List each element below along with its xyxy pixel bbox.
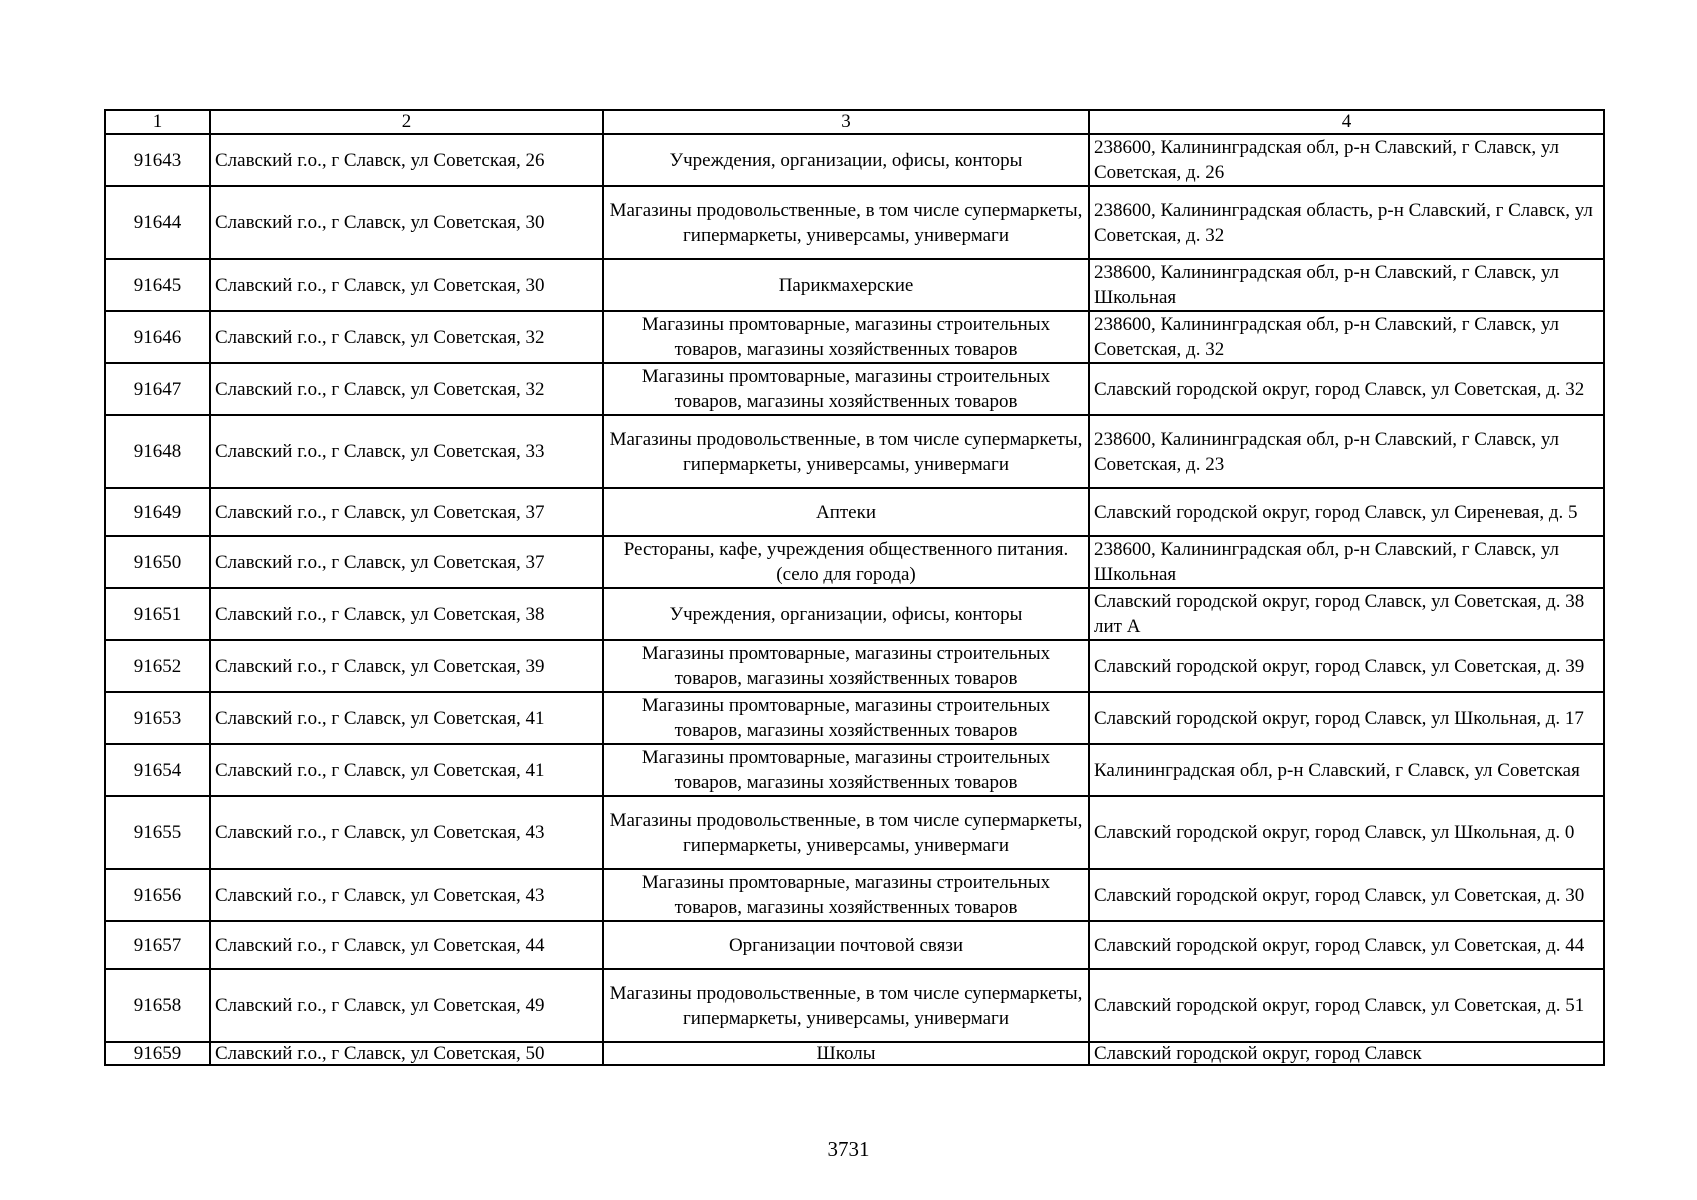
row-address: 238600, Калининградская обл, р-н Славский, г Славск, ул Советская, д. 26 xyxy=(1089,134,1604,186)
row-category: Магазины продовольственные, в том числе супермаркеты, гипермаркеты, универсамы, универмаги xyxy=(603,186,1089,259)
table-row xyxy=(105,415,1604,488)
row-id: 91650 xyxy=(105,536,210,588)
row-object: Славский г.о., г Славск, ул Советская, 43 xyxy=(210,869,603,921)
row-object: Славский г.о., г Славск, ул Советская, 33 xyxy=(210,415,603,488)
row-category: Магазины промтоварные, магазины строительных товаров, магазины хозяйственных товаров xyxy=(603,692,1089,744)
row-category: Учреждения, организации, офисы, конторы xyxy=(603,134,1089,186)
table-row xyxy=(105,969,1604,1042)
table-row xyxy=(105,536,1604,588)
row-id: 91658 xyxy=(105,969,210,1042)
registry-table xyxy=(104,109,1605,1066)
row-object: Славский г.о., г Славск, ул Советская, 44 xyxy=(210,921,603,969)
row-object: Славский г.о., г Славск, ул Советская, 37 xyxy=(210,488,603,536)
row-id: 91651 xyxy=(105,588,210,640)
row-id: 91649 xyxy=(105,488,210,536)
row-category: Магазины промтоварные, магазины строительных товаров, магазины хозяйственных товаров xyxy=(603,363,1089,415)
row-id: 91652 xyxy=(105,640,210,692)
row-object: Славский г.о., г Славск, ул Советская, 41 xyxy=(210,744,603,796)
row-id: 91647 xyxy=(105,363,210,415)
table-row xyxy=(105,640,1604,692)
table-row xyxy=(105,744,1604,796)
table-row xyxy=(105,311,1604,363)
row-object: Славский г.о., г Славск, ул Советская, 32 xyxy=(210,363,603,415)
row-id: 91653 xyxy=(105,692,210,744)
column-header-3: 3 xyxy=(603,110,1089,134)
header-row xyxy=(105,110,1604,134)
row-object: Славский г.о., г Славск, ул Советская, 41 xyxy=(210,692,603,744)
row-object: Славский г.о., г Славск, ул Советская, 26 xyxy=(210,134,603,186)
row-address: Славский городской округ, город Славск, ул Школьная, д. 17 xyxy=(1089,692,1604,744)
row-address: 238600, Калининградская область, р-н Славский, г Славск, ул Советская, д. 32 xyxy=(1089,186,1604,259)
row-address: Славский городской округ, город Славск, ул Советская, д. 44 xyxy=(1089,921,1604,969)
row-category: Магазины продовольственные, в том числе супермаркеты, гипермаркеты, универсамы, универмаги xyxy=(603,796,1089,869)
column-header-4: 4 xyxy=(1089,110,1604,134)
row-category: Учреждения, организации, офисы, конторы xyxy=(603,588,1089,640)
column-header-2: 2 xyxy=(210,110,603,134)
row-address: Славский городской округ, город Славск, ул Советская, д. 39 xyxy=(1089,640,1604,692)
table-row xyxy=(105,363,1604,415)
row-id: 91645 xyxy=(105,259,210,311)
row-address: Славский городской округ, город Славск, ул Советская, д. 32 xyxy=(1089,363,1604,415)
table-row xyxy=(105,692,1604,744)
row-object: Славский г.о., г Славск, ул Советская, 50 xyxy=(210,1042,603,1065)
table-row xyxy=(105,488,1604,536)
table-row xyxy=(105,1042,1604,1065)
row-address: Славский городской округ, город Славск, ул Советская, д. 51 xyxy=(1089,969,1604,1042)
row-address: 238600, Калининградская обл, р-н Славский, г Славск, ул Школьная xyxy=(1089,259,1604,311)
row-category: Парикмахерские xyxy=(603,259,1089,311)
row-object: Славский г.о., г Славск, ул Советская, 39 xyxy=(210,640,603,692)
column-header-1: 1 xyxy=(105,110,210,134)
row-object: Славский г.о., г Славск, ул Советская, 30 xyxy=(210,186,603,259)
row-id: 91659 xyxy=(105,1042,210,1065)
row-id: 91657 xyxy=(105,921,210,969)
row-category: Магазины промтоварные, магазины строительных товаров, магазины хозяйственных товаров xyxy=(603,744,1089,796)
row-id: 91644 xyxy=(105,186,210,259)
row-object: Славский г.о., г Славск, ул Советская, 49 xyxy=(210,969,603,1042)
table-row xyxy=(105,186,1604,259)
row-category: Магазины промтоварные, магазины строительных товаров, магазины хозяйственных товаров xyxy=(603,311,1089,363)
table-row xyxy=(105,796,1604,869)
row-address: Славский городской округ, город Славск xyxy=(1089,1042,1604,1065)
row-id: 91646 xyxy=(105,311,210,363)
table-row xyxy=(105,134,1604,186)
row-address: 238600, Калининградская обл, р-н Славский, г Славск, ул Советская, д. 32 xyxy=(1089,311,1604,363)
row-id: 91648 xyxy=(105,415,210,488)
row-address: Славский городской округ, город Славск, ул Советская, д. 30 xyxy=(1089,869,1604,921)
row-category: Магазины продовольственные, в том числе супермаркеты, гипермаркеты, универсамы, универмаги xyxy=(603,969,1089,1042)
row-object: Славский г.о., г Славск, ул Советская, 32 xyxy=(210,311,603,363)
row-category: Магазины промтоварные, магазины строительных товаров, магазины хозяйственных товаров xyxy=(603,869,1089,921)
row-id: 91654 xyxy=(105,744,210,796)
row-address: Славский городской округ, город Славск, ул Школьная, д. 0 xyxy=(1089,796,1604,869)
row-object: Славский г.о., г Славск, ул Советская, 43 xyxy=(210,796,603,869)
row-category: Аптеки xyxy=(603,488,1089,536)
row-id: 91655 xyxy=(105,796,210,869)
page-number: 3731 xyxy=(827,1137,870,1161)
row-object: Славский г.о., г Славск, ул Советская, 38 xyxy=(210,588,603,640)
row-category: Магазины промтоварные, магазины строительных товаров, магазины хозяйственных товаров xyxy=(603,640,1089,692)
table-row xyxy=(105,588,1604,640)
row-object: Славский г.о., г Славск, ул Советская, 30 xyxy=(210,259,603,311)
row-address: Славский городской округ, город Славск, ул Сиреневая, д. 5 xyxy=(1089,488,1604,536)
row-address: 238600, Калининградская обл, р-н Славский, г Славск, ул Советская, д. 23 xyxy=(1089,415,1604,488)
row-address: Славский городской округ, город Славск, ул Советская, д. 38 лит А xyxy=(1089,588,1604,640)
row-category: Организации почтовой связи xyxy=(603,921,1089,969)
row-category: Магазины продовольственные, в том числе супермаркеты, гипермаркеты, универсамы, универмаги xyxy=(603,415,1089,488)
table-row xyxy=(105,921,1604,969)
row-category: Рестораны, кафе, учреждения общественного питания. (село для города) xyxy=(603,536,1089,588)
row-id: 91643 xyxy=(105,134,210,186)
row-category: Школы xyxy=(603,1042,1089,1065)
row-address: Калининградская обл, р-н Славский, г Славск, ул Советская xyxy=(1089,744,1604,796)
row-object: Славский г.о., г Славск, ул Советская, 37 xyxy=(210,536,603,588)
row-id: 91656 xyxy=(105,869,210,921)
table-row xyxy=(105,869,1604,921)
table-row xyxy=(105,259,1604,311)
row-address: 238600, Калининградская обл, р-н Славский, г Славск, ул Школьная xyxy=(1089,536,1604,588)
